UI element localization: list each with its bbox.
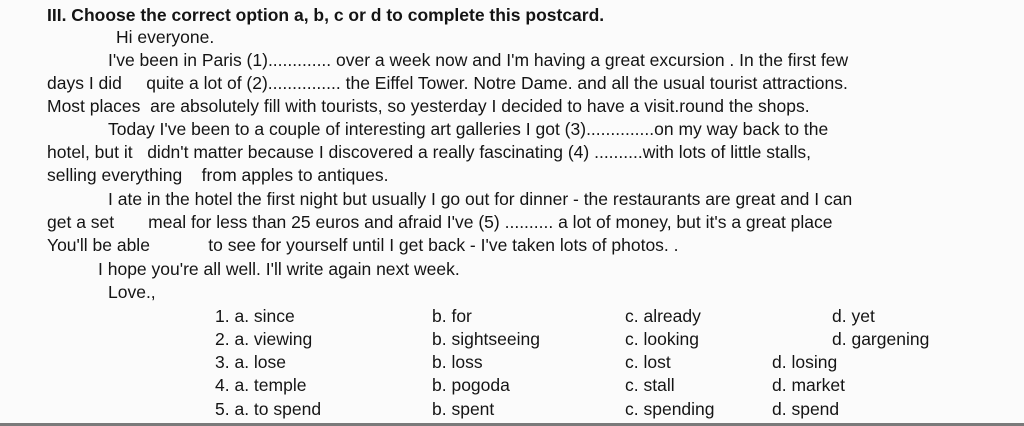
option-3a: 3. a. lose — [215, 352, 287, 372]
option-2d: d. gargening — [832, 329, 930, 349]
option-2c: c. looking — [625, 329, 699, 349]
postcard-line: selling everything from apples to antiques. — [47, 165, 389, 185]
postcard-line: hotel, but it didn't matter because I discovered a really fascinating (4) ..........with lots of little stalls, — [47, 142, 811, 162]
option-3d: d. losing — [772, 352, 838, 372]
option-1d: d. yet — [832, 306, 875, 326]
postcard-greeting: Hi everyone. — [116, 27, 215, 47]
option-4a: 4. a. temple — [215, 375, 307, 395]
postcard-line: days I did quite a lot of (2)............... the Eiffel Tower. Notre Dame. and all the usual tourist attractions. — [47, 73, 848, 93]
option-5c: c. spending — [625, 399, 715, 419]
option-1b: b. for — [432, 306, 472, 326]
option-5b: b. spent — [432, 399, 495, 419]
postcard-line: You'll be able to see for yourself until I get back - I've taken lots of photos. . — [47, 235, 679, 255]
postcard-line: Today I've been to a couple of interesting art galleries I got (3)..............on my way back to the — [108, 119, 829, 139]
option-3c: c. lost — [625, 352, 671, 372]
option-4b: b. pogoda — [432, 375, 510, 395]
option-5a: 5. a. to spend — [215, 399, 322, 419]
option-5d: d. spend — [772, 399, 840, 419]
postcard-signoff: Love., — [108, 282, 156, 302]
option-4c: c. stall — [625, 375, 675, 395]
postcard-line: I've been in Paris (1)............. over a week now and I'm having a great excursion . In the first few — [108, 50, 849, 70]
option-1a: 1. a. since — [215, 306, 295, 326]
option-4d: d. market — [772, 375, 845, 395]
option-2a: 2. a. viewing — [215, 329, 313, 349]
option-1c: c. already — [625, 306, 701, 326]
postcard-line: get a set meal for less than 25 euros and afraid I've (5) .......... a lot of money, but it's a great place — [47, 212, 833, 232]
postcard-line: I hope you're all well. I'll write again next week. — [98, 259, 460, 279]
exercise-heading: III. Choose the correct option a, b, c or d to complete this postcard. — [47, 5, 605, 25]
postcard-line: I ate in the hotel the first night but usually I go out for dinner - the restaurants are great and I can — [108, 189, 853, 209]
postcard-line: Most places are absolutely fill with tourists, so yesterday I decided to have a visit.round the shops. — [47, 96, 810, 116]
option-3b: b. loss — [432, 352, 483, 372]
option-2b: b. sightseeing — [432, 329, 540, 349]
